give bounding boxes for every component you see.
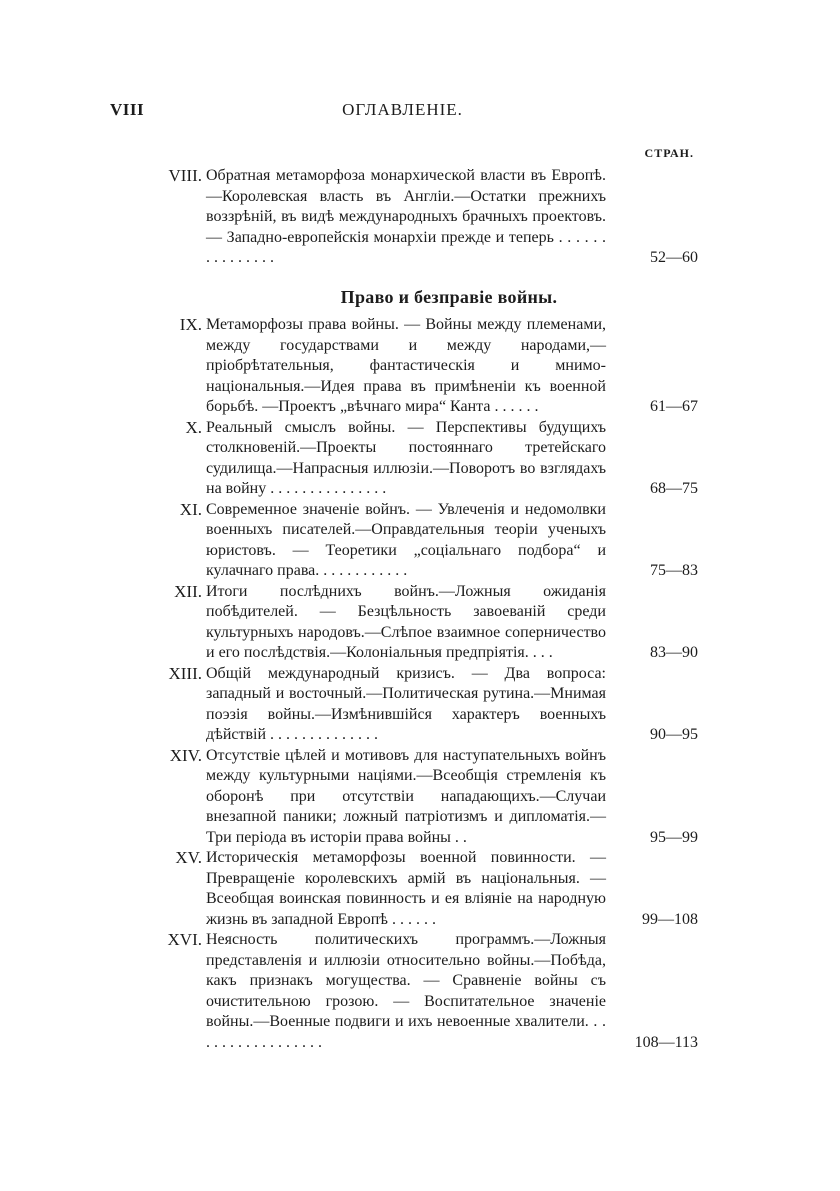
page-folio: VIII <box>110 100 145 119</box>
toc-entry-ix <box>160 315 698 418</box>
chapter-number: XII. <box>174 581 202 601</box>
chapter-summary: Неясность политическихъ программъ.—Ложныя представленія и иллюзіи относительно войны.—Побѣда, какъ признакъ могущества. — Сравненіе войны съ очистительною грозою. — Воспитательное значеніе войны.—Военные подвиги и ихъ невоенные хвалители. . . . . . . . . . . . . . . . . . <box>206 931 606 1051</box>
toc-entry-xiii <box>160 664 698 746</box>
page-range: 68—75 <box>650 480 698 497</box>
page-range: 75—83 <box>650 562 698 579</box>
chapter-number: XIII. <box>168 663 202 683</box>
page-title: ОГЛАВЛЕНІЕ. <box>342 100 463 119</box>
page-range: 99—108 <box>642 910 698 928</box>
chapter-number: X. <box>185 417 202 437</box>
toc-entry-x <box>160 418 698 500</box>
chapter-number: XIV. <box>169 745 202 765</box>
pages-column-label: СТРАН. <box>644 146 694 160</box>
chapter-summary: Историческія метаморфозы военной повинности. — Превращеніе королевскихъ армій въ національныя. — Всеобщая воинская повинность и ея вліяніе на народную жизнь въ западной Европѣ . . . . . . <box>206 849 606 928</box>
chapter-summary: Обратная метаморфоза монархической власти въ Европѣ.—Королевская власть въ Англіи.—Остатки прежнихъ воззрѣній, въ видѣ международныхъ брачныхъ проектовъ. — Западно-европейскія монархіи прежде и теперь . . . . . . . . . . . . . . . <box>206 167 606 266</box>
running-head <box>110 100 695 124</box>
chapter-summary: Современное значеніе войнъ. — Увлеченія и недомолвки военныхъ писателей.—Оправдательныя теоріи ученыхъ юристовъ. — Теоретики „соціальнаго подбора“ и кулачнаго права. . . . . . . . . . . . <box>206 500 606 579</box>
page-range: 108—113 <box>634 1033 698 1051</box>
chapter-summary: Метаморфозы права войны. — Войны между племенами, между государствами и между народами,—пріобрѣтательныя, фантастическія и мнимо-національныя.—Идея права въ примѣненіи къ военной борьбѣ. —Проектъ „вѣчнаго мира“ Канта . . . . . . <box>206 316 606 415</box>
chapter-number: XVI. <box>167 930 202 949</box>
page-range: 83—90 <box>650 644 698 661</box>
chapter-summary: Итоги послѣднихъ войнъ.—Ложныя ожиданія побѣдителей. — Безцѣльность завоеваній среди культурныхъ народовъ.—Слѣпое взаимное соперничество и его послѣдствія.—Колоніальныя предпріятія. . . . <box>206 582 606 661</box>
toc-entry-xvi <box>160 930 698 1053</box>
chapter-summary: Реальный смыслъ войны. — Перспективы будущихъ столкновеній.—Проекты постояннаго третейскаго судилища.—Напрасныя иллюзіи.—Поворотъ во взглядахъ на войну . . . . . . . . . . . . . . . <box>206 418 606 497</box>
section-title: Право и безправіе войны. <box>340 286 558 307</box>
chapter-summary: Общій международный кризисъ. — Два вопроса: западный и восточный.—Политическая рутина.—Мнимая поэзія войны.—Измѣнившійся характеръ военныхъ дѣйствій . . . . . . . . . . . . . . <box>206 664 606 743</box>
chapter-number: IX. <box>179 315 202 334</box>
table-of-contents <box>160 166 698 1053</box>
page-range: 90—95 <box>650 726 698 743</box>
chapter-number: XV. <box>175 848 202 867</box>
page-range: 95—99 <box>650 828 698 846</box>
toc-entry-viii <box>160 166 698 269</box>
chapter-number: VIII. <box>168 166 202 185</box>
chapter-number: XI. <box>179 499 202 519</box>
toc-entry-xv <box>160 848 698 930</box>
toc-entry-xiv <box>160 746 698 849</box>
page-range: 52—60 <box>650 249 698 266</box>
toc-entry-xi <box>160 500 698 582</box>
toc-entry-xii <box>160 582 698 664</box>
chapter-summary: Отсутствіе цѣлей и мотивовъ для наступательныхъ войнъ между культурными націями.—Всеобщія стремленія къ оборонѣ при отсутствіи нападающихъ.—Случаи внезапной паники; ложный патріотизмъ и дипломатія.—Три періода въ исторіи права войны . . <box>206 746 606 846</box>
page-range: 61—67 <box>650 398 698 415</box>
